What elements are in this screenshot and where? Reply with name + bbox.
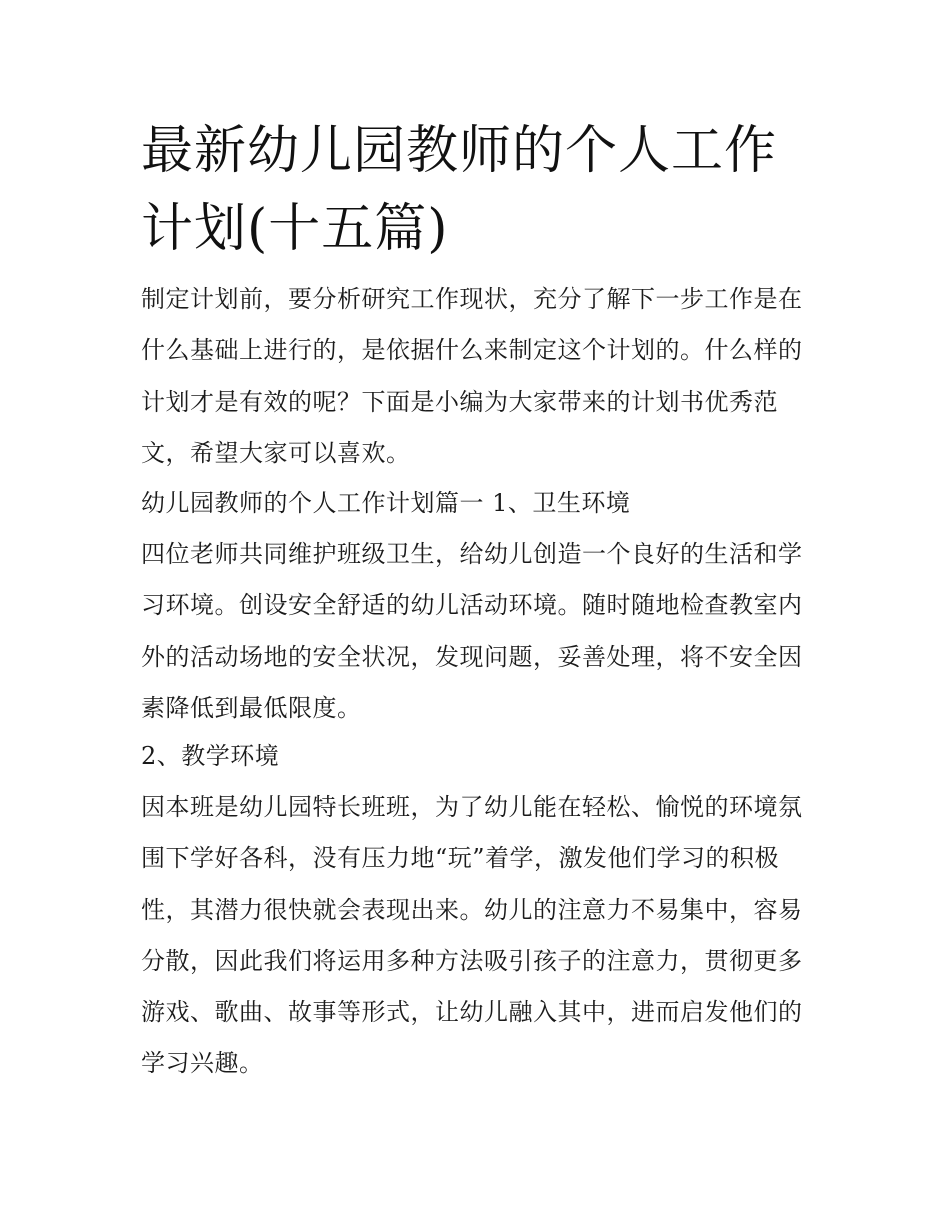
section-2-paragraph: 因本班是幼儿园特长班班，为了幼儿能在轻松、愉悦的环境氛围下学好各科，没有压力地“玩”着学，激发他们学习的积极性，其潜力很快就会表现出来。幼儿的注意力不易集中，容易分散，因此我们将运用多种方法吸引孩子的注意力，贯彻更多游戏、歌曲、故事等形式，让幼儿融入其中，进而启发他们的学习兴趣。: [141, 793, 803, 1078]
section-1-paragraph: 四位老师共同维护班级卫生，给幼儿创造一个良好的生活和学习环境。创设安全舒适的幼儿活动环境。随时随地检查教室内外的活动场地的安全状况，发现问题，妥善处理，将不安全因素降低到最低限度。: [141, 540, 803, 722]
section-2-heading: 2、教学环境: [141, 742, 280, 770]
section-1-heading: 幼儿园教师的个人工作计划篇一 1、卫生环境: [141, 489, 631, 517]
document-title: 最新幼儿园教师的个人工作计划(十五篇): [141, 121, 778, 259]
intro-paragraph: 制定计划前，要分析研究工作现状，充分了解下一步工作是在什么基础上进行的，是依据什么来制定这个计划的。什么样的计划才是有效的呢？下面是小编为大家带来的计划书优秀范文，希望大家可以喜欢。: [141, 285, 803, 467]
